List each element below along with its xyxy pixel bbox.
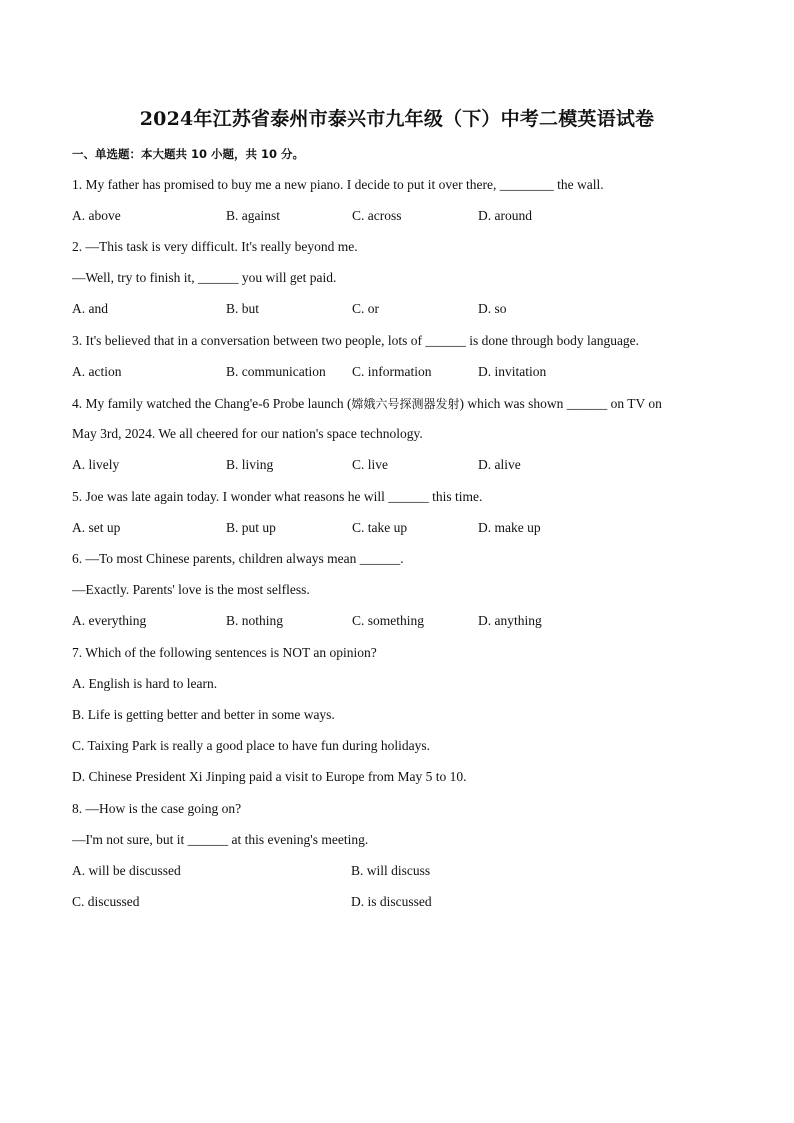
- q4-text-b: ) which was shown ______ on TV on: [459, 396, 662, 411]
- q1-option-a: A. above: [72, 208, 121, 223]
- q8-option-a: A. will be discussed: [72, 863, 181, 878]
- question-2-stem: 2. —This task is very difficult. It's really beyond me.: [72, 239, 358, 254]
- q2-option-b: B. but: [226, 301, 260, 316]
- q1-option-c: C. across: [352, 208, 402, 223]
- q2-option-d: D. so: [478, 301, 507, 316]
- q8-option-d: D. is discussed: [351, 894, 432, 909]
- question-3-stem: 3. It's believed that in a conversation between two people, lots of ______ is done through body language.: [72, 333, 640, 348]
- q2-option-c: C. or: [352, 301, 379, 316]
- question-6-stem: 6. —To most Chinese parents, children always mean ______.: [72, 551, 404, 566]
- q4-option-c: C. live: [352, 457, 388, 472]
- question-8-stem: 8. —How is the case going on?: [72, 801, 242, 816]
- section-heading: 一、单选题：本大题共 10 小题，共 10 分。: [72, 147, 305, 161]
- q7-option-a: A. English is hard to learn.: [72, 676, 218, 691]
- q6-option-b: B. nothing: [226, 613, 284, 628]
- q5-option-a: A. set up: [72, 520, 121, 535]
- q6-option-c: C. something: [352, 613, 425, 628]
- q3-option-b: B. communication: [226, 364, 326, 379]
- q3-option-d: D. invitation: [478, 364, 547, 379]
- question-7-stem: 7. Which of the following sentences is NOT an opinion?: [72, 645, 377, 660]
- q6-option-d: D. anything: [478, 613, 542, 628]
- page-title: 2024年江苏省泰州市泰兴市九年级（下）中考二模英语试卷: [139, 108, 655, 130]
- q8-option-c: C. discussed: [72, 894, 140, 909]
- q8-option-b: B. will discuss: [351, 863, 431, 878]
- q4-option-b: B. living: [226, 457, 274, 472]
- q5-option-c: C. take up: [352, 520, 408, 535]
- q5-option-d: D. make up: [478, 520, 541, 535]
- q3-option-a: A. action: [72, 364, 122, 379]
- q6-option-a: A. everything: [72, 613, 147, 628]
- q4-option-d: D. alive: [478, 457, 521, 472]
- q1-option-b: B. against: [226, 208, 280, 223]
- q2-option-a: A. and: [72, 301, 108, 316]
- q3-option-c: C. information: [352, 364, 432, 379]
- question-2-reply: —Well, try to finish it, ______ you will get paid.: [72, 270, 337, 285]
- q5-option-b: B. put up: [226, 520, 276, 535]
- question-1-stem: 1. My father has promised to buy me a new piano. I decide to put it over there, ________ the wall.: [72, 177, 604, 192]
- q4-option-a: A. lively: [72, 457, 120, 472]
- question-5-stem: 5. Joe was late again today. I wonder what reasons he will ______ this time.: [72, 489, 483, 504]
- question-8-reply: —I'm not sure, but it ______ at this evening's meeting.: [72, 832, 369, 847]
- q4-chinese-note: 嫦娥六号探测器发射: [351, 397, 460, 411]
- q4-text-a: 4. My family watched the Chang'e-6 Probe launch (: [72, 396, 352, 411]
- q7-option-b: B. Life is getting better and better in some ways.: [72, 707, 335, 722]
- question-4-stem-continued: May 3rd, 2024. We all cheered for our nation's space technology.: [72, 426, 423, 441]
- q7-option-d: D. Chinese President Xi Jinping paid a visit to Europe from May 5 to 10.: [72, 769, 467, 784]
- q1-option-d: D. around: [478, 208, 532, 223]
- q7-option-c: C. Taixing Park is really a good place to have fun during holidays.: [72, 738, 430, 753]
- question-6-reply: —Exactly. Parents' love is the most selfless.: [72, 582, 310, 597]
- question-4-stem: [72, 395, 662, 412]
